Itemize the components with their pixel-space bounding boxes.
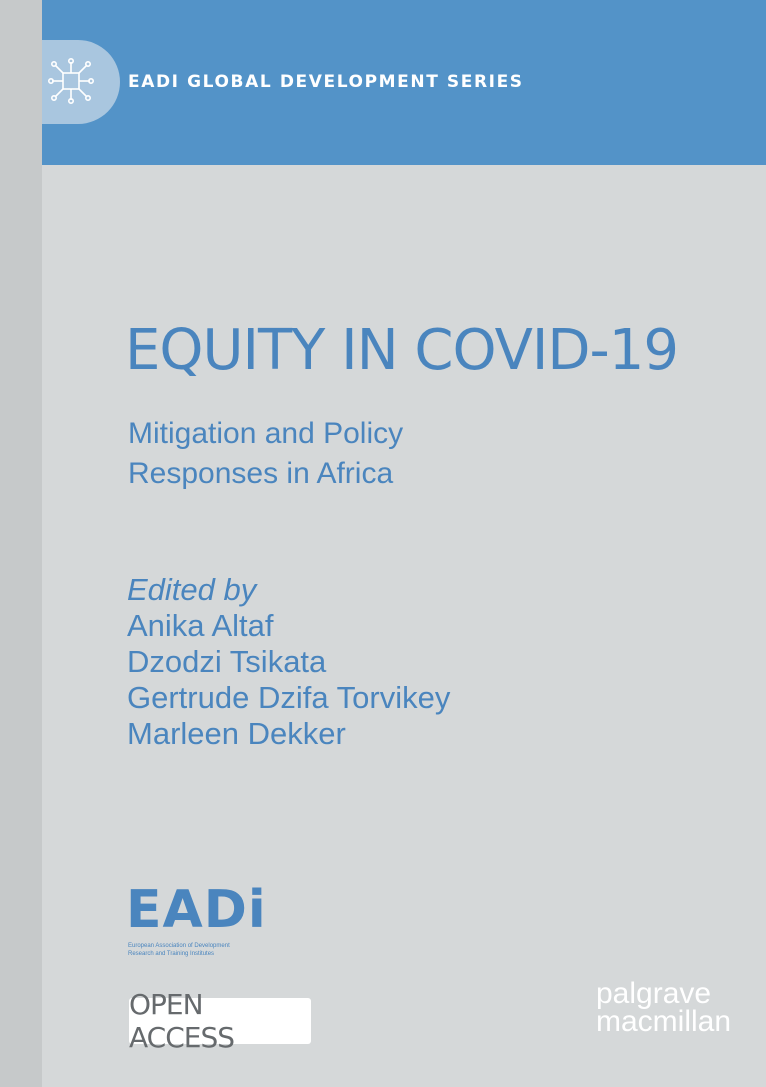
publisher-line-2: macmillan: [596, 1005, 732, 1038]
book-title: EQUITY IN COVID-19: [125, 318, 678, 383]
editor-name: Gertrude Dzifa Torvikey: [127, 680, 451, 715]
eadi-tagline-line-1: European Association of Development: [128, 943, 230, 949]
book-subtitle: [128, 414, 403, 494]
open-access-label: OPEN ACCESS: [129, 988, 235, 1054]
subtitle-line-1: Mitigation and Policy: [128, 417, 404, 450]
book-spine: [0, 0, 42, 1087]
open-access-badge: [129, 988, 311, 1054]
publisher-line-1: palgrave: [596, 977, 712, 1010]
editor-name: Anika Altaf: [127, 608, 274, 643]
editor-name: Marleen Dekker: [127, 716, 346, 751]
editor-name: Dzodzi Tsikata: [127, 644, 327, 679]
eadi-logo: [126, 880, 267, 970]
series-title: EADI GLOBAL DEVELOPMENT SERIES: [128, 72, 524, 92]
eadi-tagline: [128, 942, 258, 958]
subtitle-line-2: Responses in Africa: [128, 457, 394, 490]
publisher-logo: [596, 977, 732, 1038]
network-chip-icon: [46, 56, 96, 106]
eadi-tagline-line-2: Research and Training Institutes: [128, 951, 215, 957]
editors-block: [127, 572, 450, 752]
eadi-logo-text: EADi: [126, 880, 267, 940]
edited-by-label: Edited by: [127, 572, 257, 607]
